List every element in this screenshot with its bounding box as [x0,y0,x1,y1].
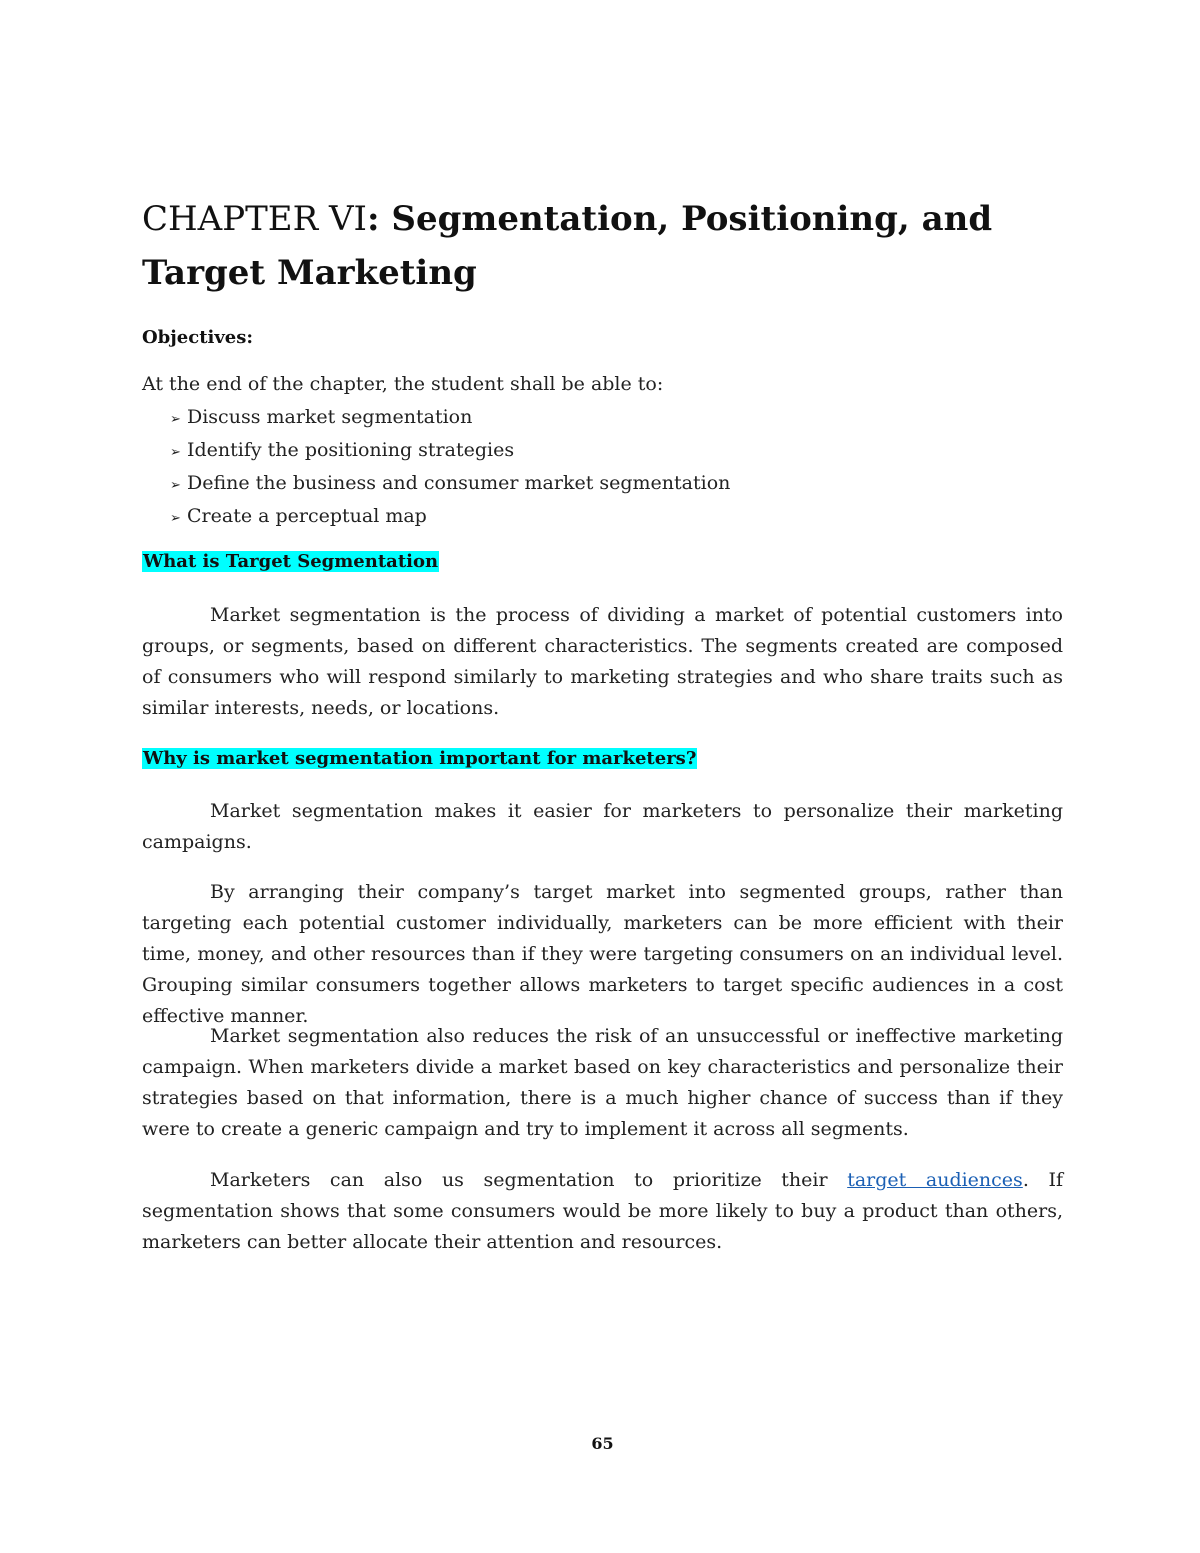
arrow-bullet-icon: ➢ [170,478,181,493]
arrow-bullet-icon: ➢ [170,445,181,460]
paragraph-market-segmentation-definition: Market segmentation is the process of dividing a market of potential customers into groups, or segments, based on different characteristics. The segments created are composed of consumers who will respond similarly to marketing strategies and who share traits such as similar interests, needs, or locations. [142,604,1063,719]
target-audiences-link[interactable]: target audiences [847,1169,1023,1191]
chapter-title-prefix: CHAPTER VI [142,199,367,239]
arrow-bullet-icon: ➢ [170,511,181,526]
section-heading-target-segmentation [142,548,439,576]
highlighted-heading-text: What is Target Segmentation [143,551,439,572]
list-item-text: Create a perceptual map [187,505,427,527]
objectives-list [170,402,730,534]
paragraph-efficiency: By arranging their company’s target market into segmented groups, rather than targeting each potential customer individually, marketers can be more efficient with their time, money, and other resources than if they were targeting consumers on an individual level. Grouping similar consumers together allows marketers to target specific audiences in a cost effective manner. [142,881,1063,1027]
chapter-title [142,192,1063,300]
chapter-title-main: Segmentation, Positioning, and Target Marketing [142,199,993,293]
paragraph-risk-reduction: Market segmentation also reduces the risk of an unsuccessful or ineffective marketing campaign. When marketers divide a market based on key characteristics and personalize their strategies based on that information, there is a much higher chance of success than if they were to create a generic campaign and try to implement it across all segments. [142,1025,1063,1140]
paragraph-personalize-campaigns: Market segmentation makes it easier for marketers to personalize their marketing campaigns. [142,800,1063,853]
objectives-heading: Objectives: [142,327,254,348]
list-item [170,435,730,468]
highlighted-heading-text: Why is market segmentation important for marketers? [143,748,697,769]
section-heading-importance [142,745,697,773]
paragraph-prioritize-audiences [142,1165,1063,1258]
paragraph-text: . If segmentation shows that some consumers would be more likely to buy a product than others, marketers can better allocate their attention and resources. [142,1169,1063,1253]
list-item-text: Define the business and consumer market segmentation [187,472,731,494]
list-item [170,402,730,435]
objectives-intro: At the end of the chapter, the student shall be able to: [142,373,664,395]
chapter-title-colon: : [366,199,380,239]
list-item-text: Identify the positioning strategies [187,439,515,461]
list-item-text: Discuss market segmentation [187,406,473,428]
page-number: 65 [591,1434,614,1453]
document-page [142,0,1063,1553]
arrow-bullet-icon: ➢ [170,412,181,427]
list-item [170,501,730,534]
list-item [170,468,730,501]
paragraph-text: Marketers can also us segmentation to prioritize their [210,1169,848,1191]
